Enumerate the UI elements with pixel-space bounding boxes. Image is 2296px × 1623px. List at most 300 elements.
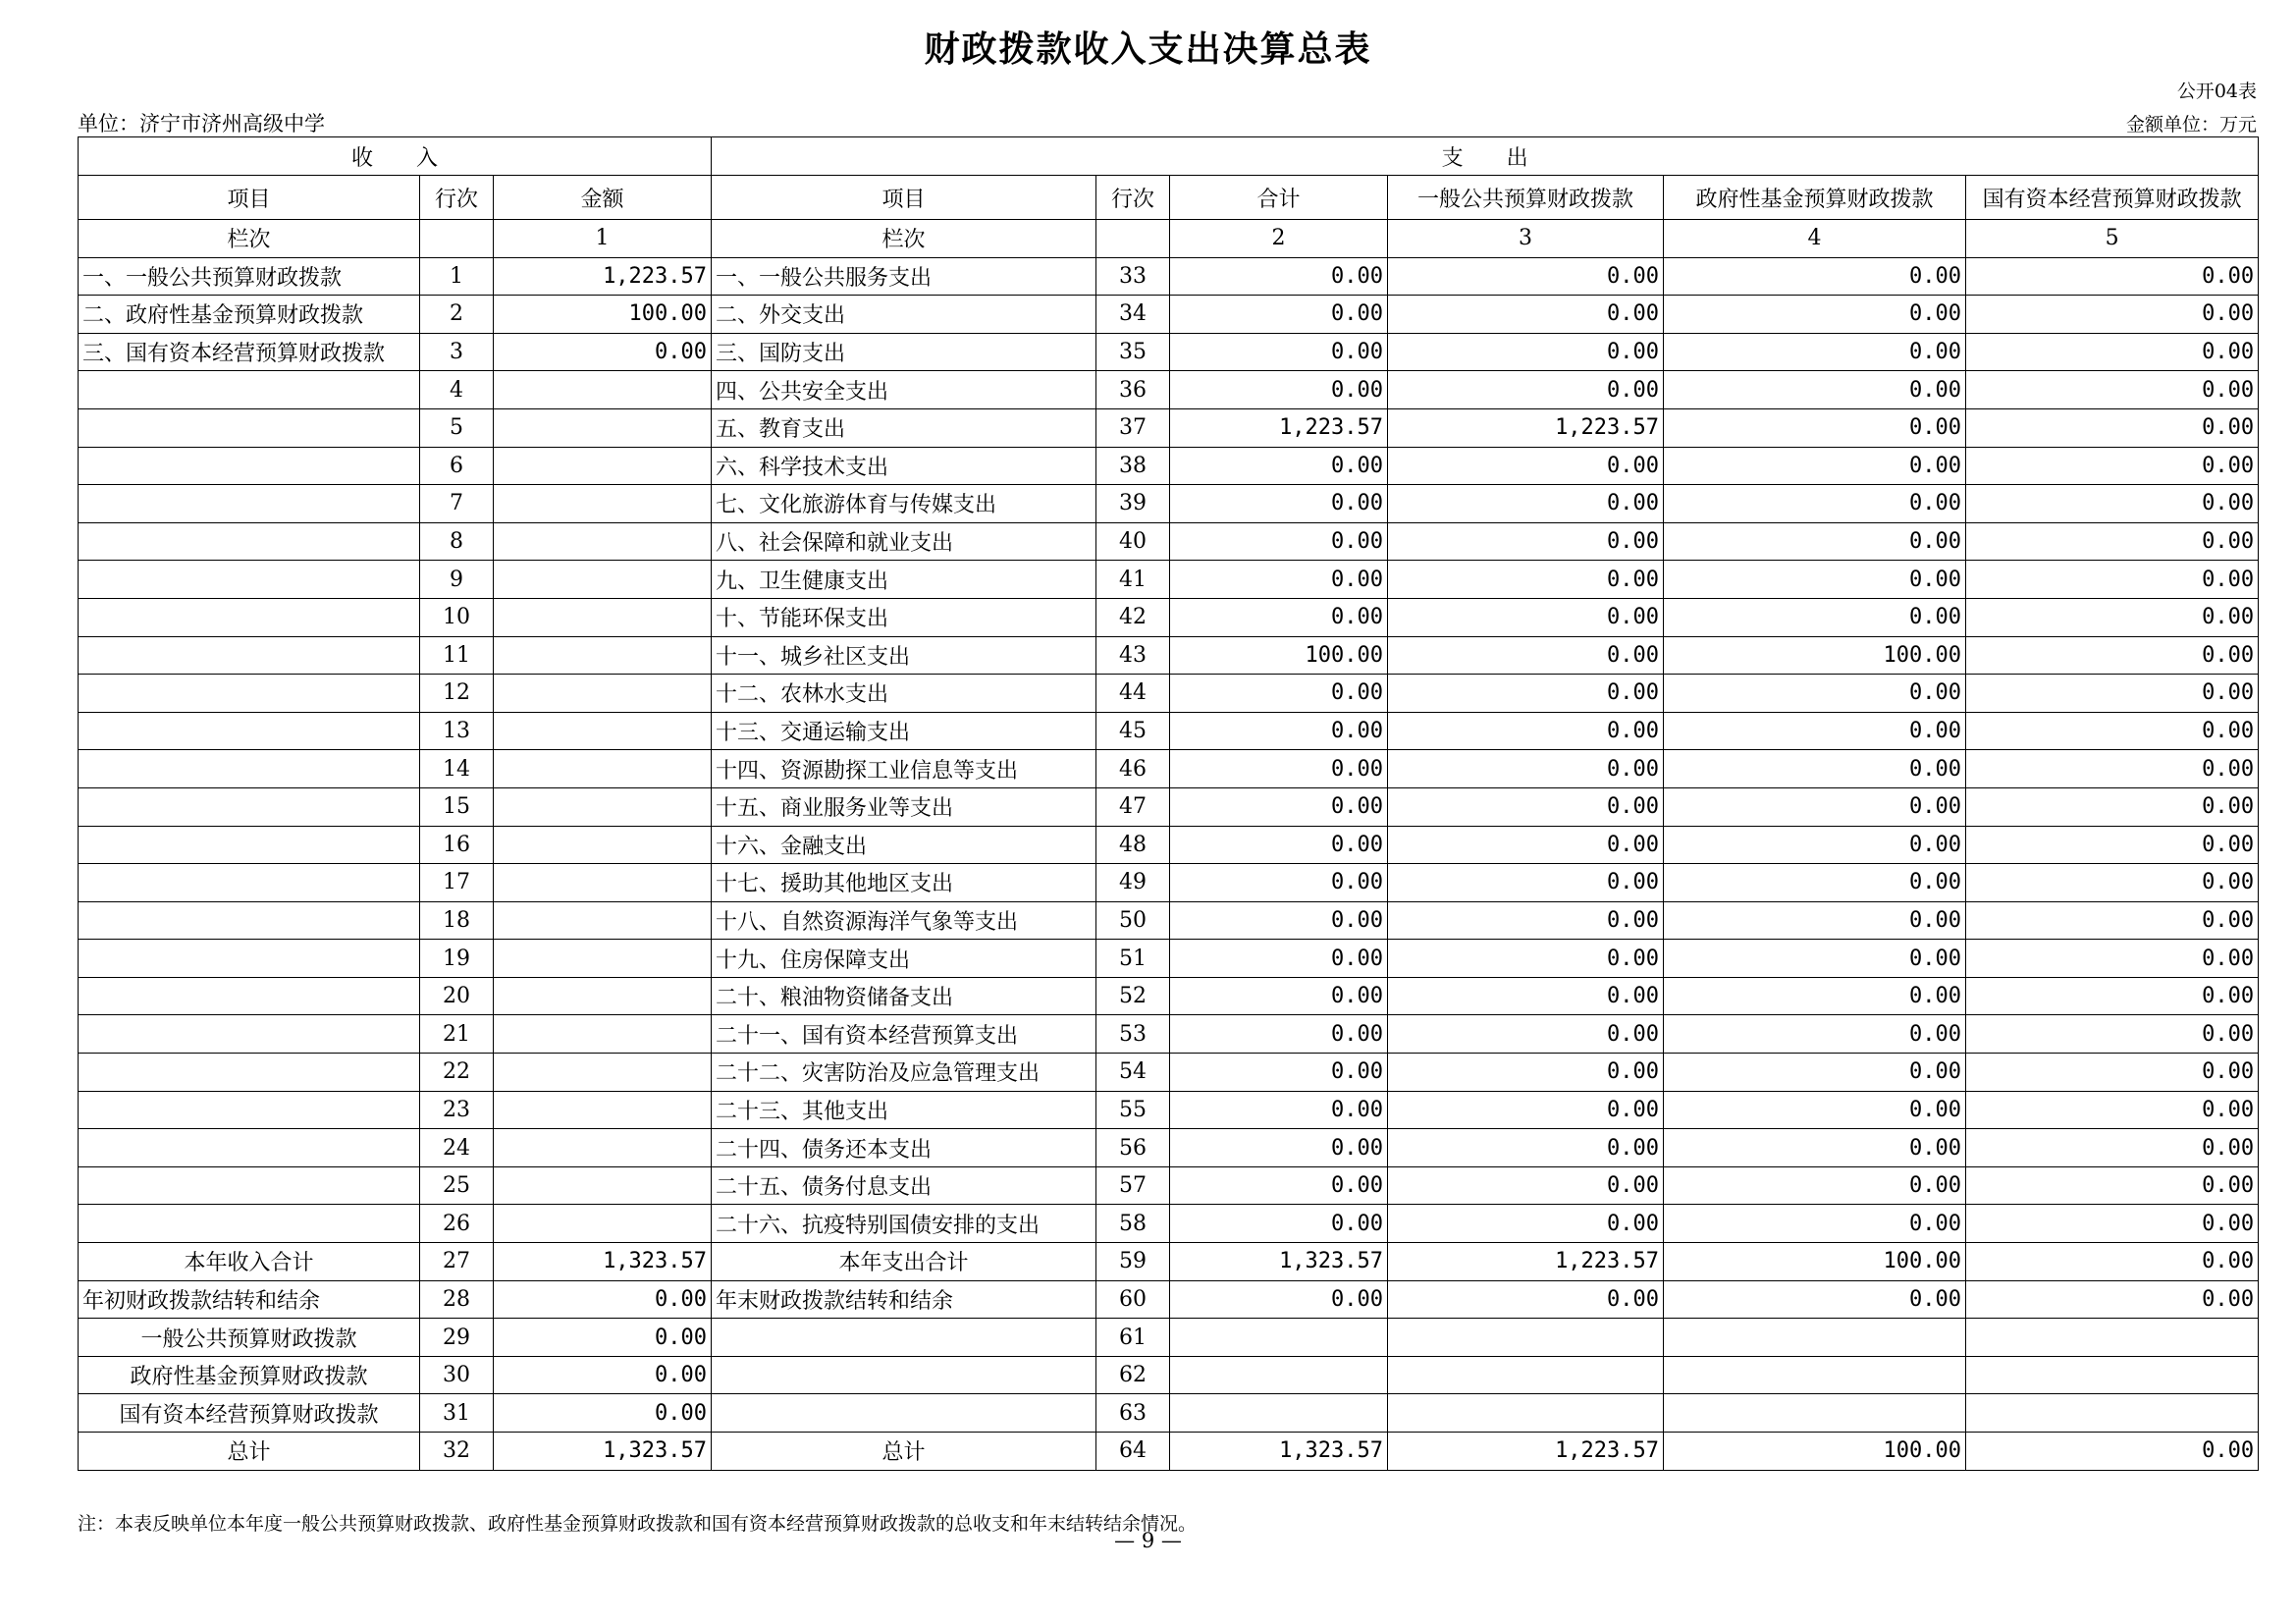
income-row-no-cell: 1 bbox=[420, 257, 494, 296]
income-amount-cell bbox=[494, 787, 712, 826]
table-row bbox=[79, 1091, 2259, 1129]
table-row bbox=[79, 1205, 2259, 1243]
expense-total-cell: 0.00 bbox=[1170, 1166, 1388, 1205]
income-item-cell bbox=[79, 675, 420, 713]
expense-total-cell: 0.00 bbox=[1170, 675, 1388, 713]
expense-total-cell: 0.00 bbox=[1170, 1205, 1388, 1243]
income-item-cell bbox=[79, 712, 420, 750]
expense-row-no-cell: 47 bbox=[1096, 787, 1170, 826]
expense-item-header: 项目 bbox=[712, 176, 1096, 220]
gov-fund-cell: 0.00 bbox=[1664, 864, 1966, 902]
gov-fund-cell: 0.00 bbox=[1664, 561, 1966, 599]
income-amount-cell bbox=[494, 675, 712, 713]
income-amount-cell bbox=[494, 1129, 712, 1167]
table-row bbox=[79, 1129, 2259, 1167]
general-budget-cell: 0.00 bbox=[1388, 636, 1664, 675]
table-body bbox=[79, 257, 2259, 1470]
expense-total-cell: 1,223.57 bbox=[1170, 408, 1388, 447]
income-amount-cell: 1,323.57 bbox=[494, 1243, 712, 1281]
gov-fund-cell: 0.00 bbox=[1664, 1166, 1966, 1205]
gov-fund-cell: 0.00 bbox=[1664, 940, 1966, 978]
table-row bbox=[79, 1243, 2259, 1281]
expense-row-no-cell: 40 bbox=[1096, 522, 1170, 561]
expense-total-header: 合计 bbox=[1170, 176, 1388, 220]
general-budget-cell: 0.00 bbox=[1388, 1166, 1664, 1205]
general-budget-cell: 0.00 bbox=[1388, 1280, 1664, 1319]
reporting-unit: 单位：济宁市济州高级中学 bbox=[78, 112, 325, 135]
expense-section-header: 支 出 bbox=[712, 137, 2259, 176]
gov-fund-header: 政府性基金预算财政拨款 bbox=[1664, 176, 1966, 220]
income-row-no-cell: 12 bbox=[420, 675, 494, 713]
state-capital-cell: 0.00 bbox=[1966, 636, 2259, 675]
expense-item-cell: 二十、粮油物资储备支出 bbox=[712, 977, 1096, 1015]
expense-item-cell: 十一、城乡社区支出 bbox=[712, 636, 1096, 675]
income-item-cell bbox=[79, 1091, 420, 1129]
income-item-cell: 总计 bbox=[79, 1433, 420, 1471]
state-capital-cell: 0.00 bbox=[1966, 561, 2259, 599]
income-item-header: 项目 bbox=[79, 176, 420, 220]
expense-row-no-cell: 49 bbox=[1096, 864, 1170, 902]
state-capital-cell: 0.00 bbox=[1966, 333, 2259, 371]
income-item-cell bbox=[79, 561, 420, 599]
income-amount-cell bbox=[494, 522, 712, 561]
empty-cell bbox=[420, 220, 494, 258]
expense-total-cell: 0.00 bbox=[1170, 296, 1388, 334]
expense-total-cell: 0.00 bbox=[1170, 257, 1388, 296]
table-row bbox=[79, 1356, 2259, 1394]
gov-fund-cell bbox=[1664, 1356, 1966, 1394]
expense-total-cell: 0.00 bbox=[1170, 750, 1388, 788]
expense-row-no-cell: 48 bbox=[1096, 826, 1170, 864]
income-row-no-cell: 30 bbox=[420, 1356, 494, 1394]
income-item-cell bbox=[79, 598, 420, 636]
income-amount-cell bbox=[494, 561, 712, 599]
income-amount-cell bbox=[494, 1015, 712, 1054]
income-amount-cell bbox=[494, 901, 712, 940]
general-budget-cell: 1,223.57 bbox=[1388, 408, 1664, 447]
state-capital-cell: 0.00 bbox=[1966, 408, 2259, 447]
income-row-no-cell: 10 bbox=[420, 598, 494, 636]
table-row bbox=[79, 371, 2259, 409]
table-row bbox=[79, 296, 2259, 334]
state-capital-cell: 0.00 bbox=[1966, 787, 2259, 826]
expense-total-cell: 0.00 bbox=[1170, 1091, 1388, 1129]
expense-item-cell: 二十四、债务还本支出 bbox=[712, 1129, 1096, 1167]
table-row bbox=[79, 333, 2259, 371]
general-budget-cell: 0.00 bbox=[1388, 522, 1664, 561]
income-amount-header: 金额 bbox=[494, 176, 712, 220]
table-row bbox=[79, 1394, 2259, 1433]
income-row-no-cell: 22 bbox=[420, 1054, 494, 1092]
expense-total-cell: 0.00 bbox=[1170, 901, 1388, 940]
table-row bbox=[79, 901, 2259, 940]
gov-fund-cell: 100.00 bbox=[1664, 1433, 1966, 1471]
income-row-no-cell: 3 bbox=[420, 333, 494, 371]
expense-item-cell: 二十五、债务付息支出 bbox=[712, 1166, 1096, 1205]
col-index-2: 2 bbox=[1170, 220, 1388, 258]
expense-total-cell: 0.00 bbox=[1170, 1015, 1388, 1054]
general-budget-cell: 0.00 bbox=[1388, 1015, 1664, 1054]
state-capital-header: 国有资本经营预算财政拨款 bbox=[1966, 176, 2259, 220]
table-row bbox=[79, 598, 2259, 636]
income-item-cell bbox=[79, 901, 420, 940]
gov-fund-cell: 0.00 bbox=[1664, 485, 1966, 523]
table-row bbox=[79, 977, 2259, 1015]
expense-row-no-cell: 43 bbox=[1096, 636, 1170, 675]
money-unit: 金额单位：万元 bbox=[2125, 114, 2257, 135]
form-code: 公开04表 bbox=[2176, 81, 2257, 102]
state-capital-cell: 0.00 bbox=[1966, 977, 2259, 1015]
expense-row-no-cell: 36 bbox=[1096, 371, 1170, 409]
expense-item-cell: 二十六、抗疫特别国债安排的支出 bbox=[712, 1205, 1096, 1243]
expense-item-cell: 二、外交支出 bbox=[712, 296, 1096, 334]
state-capital-cell bbox=[1966, 1319, 2259, 1357]
expense-item-cell: 一、一般公共服务支出 bbox=[712, 257, 1096, 296]
income-row-no-cell: 28 bbox=[420, 1280, 494, 1319]
table-row bbox=[79, 787, 2259, 826]
state-capital-cell: 0.00 bbox=[1966, 1243, 2259, 1281]
expense-total-cell: 0.00 bbox=[1170, 371, 1388, 409]
general-budget-cell: 0.00 bbox=[1388, 1205, 1664, 1243]
table-row bbox=[79, 408, 2259, 447]
general-budget-cell bbox=[1388, 1356, 1664, 1394]
income-item-cell bbox=[79, 1205, 420, 1243]
expense-row-no-cell: 37 bbox=[1096, 408, 1170, 447]
general-budget-cell: 0.00 bbox=[1388, 901, 1664, 940]
income-row-no-cell: 24 bbox=[420, 1129, 494, 1167]
table-row bbox=[79, 257, 2259, 296]
gov-fund-cell: 0.00 bbox=[1664, 371, 1966, 409]
gov-fund-cell: 0.00 bbox=[1664, 447, 1966, 485]
income-amount-cell bbox=[494, 977, 712, 1015]
income-item-cell bbox=[79, 826, 420, 864]
expense-item-cell: 十三、交通运输支出 bbox=[712, 712, 1096, 750]
expense-item-cell: 三、国防支出 bbox=[712, 333, 1096, 371]
income-amount-cell: 0.00 bbox=[494, 1356, 712, 1394]
state-capital-cell: 0.00 bbox=[1966, 296, 2259, 334]
income-row-no-cell: 25 bbox=[420, 1166, 494, 1205]
state-capital-cell: 0.00 bbox=[1966, 940, 2259, 978]
gov-fund-cell bbox=[1664, 1319, 1966, 1357]
expense-item-cell: 六、科学技术支出 bbox=[712, 447, 1096, 485]
state-capital-cell: 0.00 bbox=[1966, 598, 2259, 636]
expense-total-cell: 0.00 bbox=[1170, 826, 1388, 864]
income-amount-cell bbox=[494, 940, 712, 978]
income-item-cell bbox=[79, 522, 420, 561]
income-item-cell: 年初财政拨款结转和结余 bbox=[79, 1280, 420, 1319]
gov-fund-cell: 0.00 bbox=[1664, 1091, 1966, 1129]
state-capital-cell: 0.00 bbox=[1966, 864, 2259, 902]
gov-fund-cell: 0.00 bbox=[1664, 750, 1966, 788]
income-row-no-cell: 5 bbox=[420, 408, 494, 447]
expense-row-no-header: 行次 bbox=[1096, 176, 1170, 220]
state-capital-cell: 0.00 bbox=[1966, 1205, 2259, 1243]
income-amount-cell bbox=[494, 447, 712, 485]
expense-total-cell: 0.00 bbox=[1170, 522, 1388, 561]
state-capital-cell: 0.00 bbox=[1966, 712, 2259, 750]
col-index-1: 1 bbox=[494, 220, 712, 258]
income-amount-cell bbox=[494, 712, 712, 750]
income-amount-cell bbox=[494, 1054, 712, 1092]
expense-item-cell: 年末财政拨款结转和结余 bbox=[712, 1280, 1096, 1319]
expense-row-no-cell: 52 bbox=[1096, 977, 1170, 1015]
income-amount-cell bbox=[494, 598, 712, 636]
income-item-cell bbox=[79, 1054, 420, 1092]
gov-fund-cell: 0.00 bbox=[1664, 712, 1966, 750]
table-row bbox=[79, 1319, 2259, 1357]
income-col-label: 栏次 bbox=[79, 220, 420, 258]
income-row-no-cell: 26 bbox=[420, 1205, 494, 1243]
income-item-cell bbox=[79, 1166, 420, 1205]
income-amount-cell: 0.00 bbox=[494, 1319, 712, 1357]
expense-item-cell: 二十三、其他支出 bbox=[712, 1091, 1096, 1129]
page-number: — 9 — bbox=[1114, 1529, 1182, 1552]
expense-total-cell bbox=[1170, 1394, 1388, 1433]
expense-row-no-cell: 57 bbox=[1096, 1166, 1170, 1205]
expense-total-cell: 0.00 bbox=[1170, 940, 1388, 978]
expense-row-no-cell: 63 bbox=[1096, 1394, 1170, 1433]
expense-row-no-cell: 60 bbox=[1096, 1280, 1170, 1319]
income-row-no-cell: 8 bbox=[420, 522, 494, 561]
income-item-cell bbox=[79, 447, 420, 485]
gov-fund-cell: 0.00 bbox=[1664, 333, 1966, 371]
expense-row-no-cell: 59 bbox=[1096, 1243, 1170, 1281]
general-budget-header: 一般公共预算财政拨款 bbox=[1388, 176, 1664, 220]
general-budget-cell: 0.00 bbox=[1388, 675, 1664, 713]
income-amount-cell: 1,223.57 bbox=[494, 257, 712, 296]
table-row bbox=[79, 636, 2259, 675]
table-row bbox=[79, 447, 2259, 485]
general-budget-cell: 0.00 bbox=[1388, 826, 1664, 864]
state-capital-cell: 0.00 bbox=[1966, 447, 2259, 485]
col-index-5: 5 bbox=[1966, 220, 2259, 258]
expense-row-no-cell: 42 bbox=[1096, 598, 1170, 636]
expense-total-cell: 0.00 bbox=[1170, 977, 1388, 1015]
general-budget-cell: 0.00 bbox=[1388, 333, 1664, 371]
general-budget-cell: 0.00 bbox=[1388, 447, 1664, 485]
general-budget-cell: 0.00 bbox=[1388, 296, 1664, 334]
fiscal-appropriation-table bbox=[78, 136, 2259, 1471]
expense-item-cell: 本年支出合计 bbox=[712, 1243, 1096, 1281]
table-row bbox=[79, 712, 2259, 750]
income-amount-cell: 100.00 bbox=[494, 296, 712, 334]
general-budget-cell: 1,223.57 bbox=[1388, 1433, 1664, 1471]
income-item-cell bbox=[79, 1129, 420, 1167]
income-item-cell bbox=[79, 977, 420, 1015]
expense-row-no-cell: 53 bbox=[1096, 1015, 1170, 1054]
state-capital-cell: 0.00 bbox=[1966, 522, 2259, 561]
gov-fund-cell: 0.00 bbox=[1664, 257, 1966, 296]
expense-row-no-cell: 35 bbox=[1096, 333, 1170, 371]
expense-item-cell: 二十二、灾害防治及应急管理支出 bbox=[712, 1054, 1096, 1092]
income-row-no-cell: 18 bbox=[420, 901, 494, 940]
income-row-no-header: 行次 bbox=[420, 176, 494, 220]
table-row bbox=[79, 1015, 2259, 1054]
expense-item-cell: 十四、资源勘探工业信息等支出 bbox=[712, 750, 1096, 788]
expense-row-no-cell: 45 bbox=[1096, 712, 1170, 750]
state-capital-cell: 0.00 bbox=[1966, 826, 2259, 864]
gov-fund-cell: 0.00 bbox=[1664, 1015, 1966, 1054]
income-row-no-cell: 14 bbox=[420, 750, 494, 788]
income-amount-cell bbox=[494, 1091, 712, 1129]
expense-row-no-cell: 44 bbox=[1096, 675, 1170, 713]
empty-cell bbox=[1096, 220, 1170, 258]
income-amount-cell: 1,323.57 bbox=[494, 1433, 712, 1471]
income-row-no-cell: 16 bbox=[420, 826, 494, 864]
state-capital-cell: 0.00 bbox=[1966, 485, 2259, 523]
column-header-row bbox=[79, 176, 2259, 220]
income-item-cell bbox=[79, 371, 420, 409]
general-budget-cell: 0.00 bbox=[1388, 750, 1664, 788]
gov-fund-cell: 100.00 bbox=[1664, 1243, 1966, 1281]
general-budget-cell: 1,223.57 bbox=[1388, 1243, 1664, 1281]
table-row bbox=[79, 1280, 2259, 1319]
income-item-cell bbox=[79, 940, 420, 978]
expense-item-cell bbox=[712, 1394, 1096, 1433]
table-row bbox=[79, 864, 2259, 902]
expense-total-cell: 1,323.57 bbox=[1170, 1243, 1388, 1281]
expense-row-no-cell: 56 bbox=[1096, 1129, 1170, 1167]
income-amount-cell bbox=[494, 371, 712, 409]
gov-fund-cell: 0.00 bbox=[1664, 1205, 1966, 1243]
income-row-no-cell: 2 bbox=[420, 296, 494, 334]
income-row-no-cell: 6 bbox=[420, 447, 494, 485]
general-budget-cell: 0.00 bbox=[1388, 1054, 1664, 1092]
expense-row-no-cell: 54 bbox=[1096, 1054, 1170, 1092]
expense-row-no-cell: 38 bbox=[1096, 447, 1170, 485]
expense-total-cell: 0.00 bbox=[1170, 1054, 1388, 1092]
expense-total-cell: 0.00 bbox=[1170, 598, 1388, 636]
expense-total-cell: 0.00 bbox=[1170, 561, 1388, 599]
expense-row-no-cell: 50 bbox=[1096, 901, 1170, 940]
expense-row-no-cell: 39 bbox=[1096, 485, 1170, 523]
income-row-no-cell: 19 bbox=[420, 940, 494, 978]
col-index-4: 4 bbox=[1664, 220, 1966, 258]
expense-total-cell: 0.00 bbox=[1170, 1129, 1388, 1167]
expense-item-cell: 十、节能环保支出 bbox=[712, 598, 1096, 636]
general-budget-cell bbox=[1388, 1394, 1664, 1433]
income-item-cell: 政府性基金预算财政拨款 bbox=[79, 1356, 420, 1394]
gov-fund-cell: 0.00 bbox=[1664, 901, 1966, 940]
expense-item-cell: 二十一、国有资本经营预算支出 bbox=[712, 1015, 1096, 1054]
expense-total-cell: 0.00 bbox=[1170, 447, 1388, 485]
expense-item-cell bbox=[712, 1319, 1096, 1357]
expense-total-cell: 0.00 bbox=[1170, 712, 1388, 750]
table-row bbox=[79, 1054, 2259, 1092]
income-amount-cell: 0.00 bbox=[494, 333, 712, 371]
general-budget-cell: 0.00 bbox=[1388, 1091, 1664, 1129]
table-row bbox=[79, 1433, 2259, 1471]
table-row bbox=[79, 750, 2259, 788]
income-amount-cell: 0.00 bbox=[494, 1394, 712, 1433]
income-row-no-cell: 11 bbox=[420, 636, 494, 675]
table-row bbox=[79, 675, 2259, 713]
general-budget-cell: 0.00 bbox=[1388, 371, 1664, 409]
general-budget-cell bbox=[1388, 1319, 1664, 1357]
expense-item-cell: 四、公共安全支出 bbox=[712, 371, 1096, 409]
expense-row-no-cell: 55 bbox=[1096, 1091, 1170, 1129]
general-budget-cell: 0.00 bbox=[1388, 598, 1664, 636]
section-header-row bbox=[79, 137, 2259, 176]
state-capital-cell: 0.00 bbox=[1966, 1129, 2259, 1167]
income-row-no-cell: 29 bbox=[420, 1319, 494, 1357]
expense-col-label: 栏次 bbox=[712, 220, 1096, 258]
income-row-no-cell: 21 bbox=[420, 1015, 494, 1054]
expense-row-no-cell: 64 bbox=[1096, 1433, 1170, 1471]
income-item-cell: 国有资本经营预算财政拨款 bbox=[79, 1394, 420, 1433]
gov-fund-cell: 0.00 bbox=[1664, 1129, 1966, 1167]
expense-row-no-cell: 51 bbox=[1096, 940, 1170, 978]
state-capital-cell: 0.00 bbox=[1966, 1280, 2259, 1319]
expense-row-no-cell: 61 bbox=[1096, 1319, 1170, 1357]
expense-row-no-cell: 62 bbox=[1096, 1356, 1170, 1394]
expense-item-cell: 十六、金融支出 bbox=[712, 826, 1096, 864]
general-budget-cell: 0.00 bbox=[1388, 864, 1664, 902]
general-budget-cell: 0.00 bbox=[1388, 485, 1664, 523]
expense-item-cell: 八、社会保障和就业支出 bbox=[712, 522, 1096, 561]
state-capital-cell bbox=[1966, 1394, 2259, 1433]
expense-row-no-cell: 46 bbox=[1096, 750, 1170, 788]
income-amount-cell bbox=[494, 826, 712, 864]
income-item-cell: 一般公共预算财政拨款 bbox=[79, 1319, 420, 1357]
page-title: 财政拨款收入支出决算总表 bbox=[924, 29, 1372, 70]
expense-item-cell: 十九、住房保障支出 bbox=[712, 940, 1096, 978]
general-budget-cell: 0.00 bbox=[1388, 257, 1664, 296]
expense-total-cell: 0.00 bbox=[1170, 333, 1388, 371]
state-capital-cell: 0.00 bbox=[1966, 257, 2259, 296]
gov-fund-cell: 100.00 bbox=[1664, 636, 1966, 675]
expense-item-cell: 十八、自然资源海洋气象等支出 bbox=[712, 901, 1096, 940]
income-section-header: 收 入 bbox=[79, 137, 712, 176]
income-amount-cell bbox=[494, 485, 712, 523]
gov-fund-cell: 0.00 bbox=[1664, 977, 1966, 1015]
expense-row-no-cell: 41 bbox=[1096, 561, 1170, 599]
footnote: 注：本表反映单位本年度一般公共预算财政拨款、政府性基金预算财政拨款和国有资本经营预算财政拨款的总收支和年末结转结余情况。 bbox=[78, 1513, 1198, 1535]
gov-fund-cell: 0.00 bbox=[1664, 522, 1966, 561]
expense-item-cell: 十五、商业服务业等支出 bbox=[712, 787, 1096, 826]
expense-item-cell: 七、文化旅游体育与传媒支出 bbox=[712, 485, 1096, 523]
income-row-no-cell: 27 bbox=[420, 1243, 494, 1281]
state-capital-cell: 0.00 bbox=[1966, 371, 2259, 409]
expense-item-cell: 十二、农林水支出 bbox=[712, 675, 1096, 713]
general-budget-cell: 0.00 bbox=[1388, 977, 1664, 1015]
income-row-no-cell: 15 bbox=[420, 787, 494, 826]
gov-fund-cell: 0.00 bbox=[1664, 408, 1966, 447]
expense-item-cell: 九、卫生健康支出 bbox=[712, 561, 1096, 599]
gov-fund-cell: 0.00 bbox=[1664, 826, 1966, 864]
income-item-cell: 一、一般公共预算财政拨款 bbox=[79, 257, 420, 296]
expense-total-cell: 1,323.57 bbox=[1170, 1433, 1388, 1471]
general-budget-cell: 0.00 bbox=[1388, 1129, 1664, 1167]
income-row-no-cell: 4 bbox=[420, 371, 494, 409]
income-item-cell bbox=[79, 864, 420, 902]
table-row bbox=[79, 1166, 2259, 1205]
income-item-cell bbox=[79, 1015, 420, 1054]
income-row-no-cell: 17 bbox=[420, 864, 494, 902]
gov-fund-cell bbox=[1664, 1394, 1966, 1433]
income-row-no-cell: 31 bbox=[420, 1394, 494, 1433]
col-index-3: 3 bbox=[1388, 220, 1664, 258]
state-capital-cell: 0.00 bbox=[1966, 675, 2259, 713]
state-capital-cell: 0.00 bbox=[1966, 1433, 2259, 1471]
gov-fund-cell: 0.00 bbox=[1664, 296, 1966, 334]
expense-total-cell: 100.00 bbox=[1170, 636, 1388, 675]
expense-total-cell: 0.00 bbox=[1170, 485, 1388, 523]
expense-item-cell: 十七、援助其他地区支出 bbox=[712, 864, 1096, 902]
expense-total-cell: 0.00 bbox=[1170, 1280, 1388, 1319]
table-row bbox=[79, 522, 2259, 561]
expense-item-cell: 总计 bbox=[712, 1433, 1096, 1471]
